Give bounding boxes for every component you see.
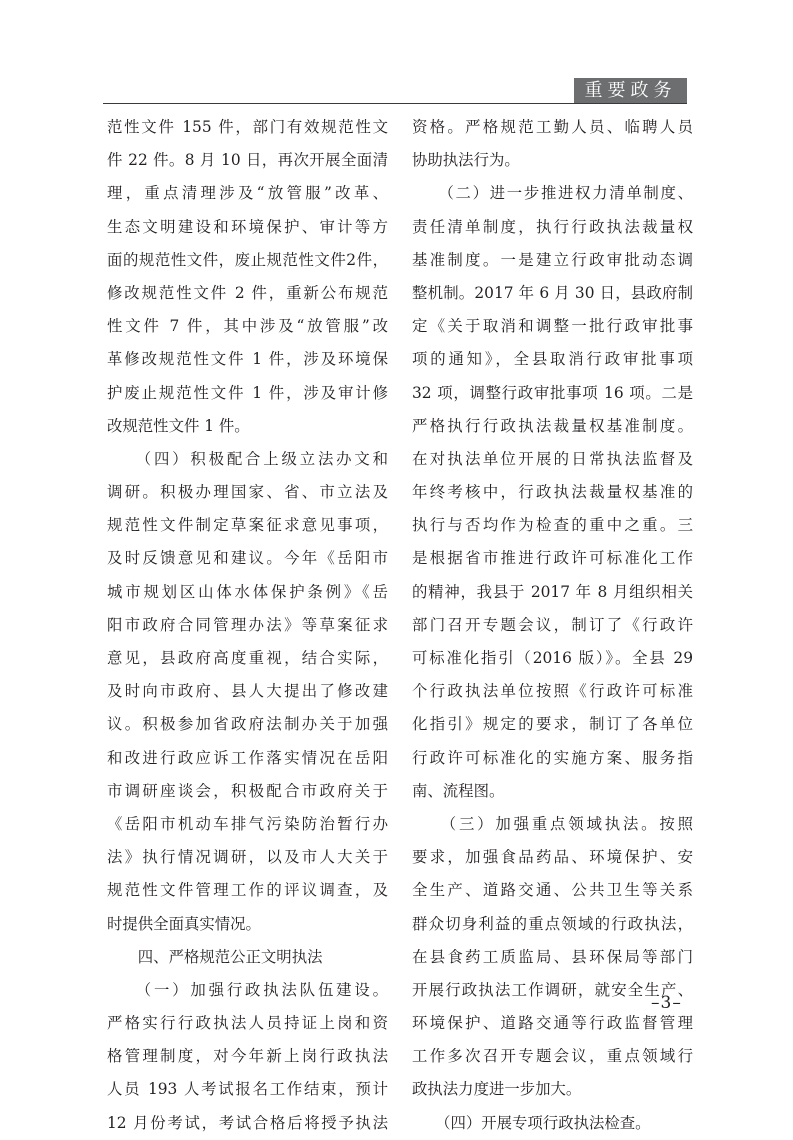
text-line: 执行与否均作为检查的重中之重。三 xyxy=(412,516,693,535)
text-line: 行政许可标准化的实施方案、服务指 xyxy=(412,748,693,767)
text-line: 32 项，调整行政审批事项 16 项。二是 xyxy=(412,383,693,402)
section-header-tab: 重要政务 xyxy=(574,78,687,104)
text-line: 资格。严格规范工勤人员、临聘人员 xyxy=(412,118,693,136)
text-line: 项的通知》，全县取消行政审批事项 xyxy=(412,350,693,369)
text-line: 范性文件 155 件，部门有效规范性文 xyxy=(107,118,388,136)
page-number: –3– xyxy=(651,993,682,1013)
text-line: 性文件 7 件，其中涉及“放管服”改 xyxy=(107,317,388,336)
text-line: 及时反馈意见和建议。今年《岳阳市 xyxy=(107,549,388,568)
text-line: 护废止规范性文件 1 件，涉及审计修 xyxy=(107,383,388,402)
text-line: 政执法力度进一步加大。 xyxy=(412,1080,582,1099)
right-text-column xyxy=(412,111,693,1140)
text-line: 修改规范性文件 2 件，重新公布规范 xyxy=(107,283,388,302)
text-line: 和改进行政应诉工作落实情况在岳阳 xyxy=(107,748,388,767)
text-line: 定《关于取消和调整一批行政审批事 xyxy=(412,317,693,336)
text-line: 要求，加强食品药品、环境保护、安 xyxy=(412,848,693,867)
text-line: 在县食药工质监局、县环保局等部门 xyxy=(412,947,693,966)
text-line: 开展行政执法工作调研，就安全生产、 xyxy=(412,980,693,999)
text-line: 及时向市政府、县人大提出了修改建 xyxy=(107,682,388,701)
text-line: 《岳阳市机动车排气污染防治暂行办 xyxy=(107,814,388,833)
text-line: 革修改规范性文件 1 件，涉及环境保 xyxy=(107,350,388,369)
text-line: 环境保护、道路交通等行政监督管理 xyxy=(412,1014,693,1033)
text-line: 可标准化指引（2016 版）》。全县 29 xyxy=(412,649,693,667)
text-line: 严格执行行政执法裁量权基准制度。 xyxy=(412,416,693,435)
text-line: 个行政执法单位按照《行政许可标准 xyxy=(412,682,693,701)
text-line: 协助执法行为。 xyxy=(412,151,520,170)
text-line: 调研。积极办理国家、省、市立法及 xyxy=(107,483,388,502)
text-line: 部门召开专题会议，制订了《行政许 xyxy=(412,615,693,634)
text-line: 年终考核中，行政执法裁量权基准的 xyxy=(412,483,693,502)
text-line: 改规范性文件 1 件。 xyxy=(107,416,250,435)
text-line: 面的规范性文件，废止规范性文件2件， xyxy=(107,250,388,269)
text-line: （一）加强行政执法队伍建设。 xyxy=(107,980,388,999)
text-line: 基准制度。一是建立行政审批动态调 xyxy=(412,250,693,269)
text-line: 12 月份考试，考试合格后将授予执法 xyxy=(107,1113,388,1132)
text-line: 南、流程图。 xyxy=(412,781,505,800)
text-line: 城市规划区山体水体保护条例》《岳 xyxy=(107,582,388,601)
text-line: 件 22 件。8 月 10 日，再次开展全面清 xyxy=(107,151,388,170)
text-line: 四、严格规范公正文明执法 xyxy=(107,947,323,966)
text-line: 责任清单制度，执行行政执法裁量权 xyxy=(412,217,693,236)
text-line: 工作多次召开专题会议，重点领域行 xyxy=(412,1047,693,1066)
text-line: 格管理制度，对今年新上岗行政执法 xyxy=(107,1047,388,1066)
text-line: （四）开展专项行政执法检查。 xyxy=(412,1113,651,1132)
text-line: 化指引》规定的要求，制订了各单位 xyxy=(412,715,693,734)
left-text-column xyxy=(107,111,388,1140)
text-line: 生态文明建设和环境保护、审计等方 xyxy=(107,217,388,236)
text-line: 时提供全面真实情况。 xyxy=(107,914,261,933)
text-line: 市调研座谈会，积极配合市政府关于 xyxy=(107,781,388,800)
text-line: 人员 193 人考试报名工作结束，预计 xyxy=(107,1080,388,1099)
text-line: （二）进一步推进权力清单制度、 xyxy=(412,184,693,203)
text-line: 群众切身利益的重点领域的行政执法， xyxy=(412,914,693,933)
text-line: 意见，县政府高度重视，结合实际， xyxy=(107,649,388,667)
text-line: 理，重点清理涉及“放管服”改革、 xyxy=(107,184,388,203)
text-line: 规范性文件管理工作的评议调查，及 xyxy=(107,881,388,900)
text-line: 法》执行情况调研，以及市人大关于 xyxy=(107,848,388,867)
text-line: （四）积极配合上级立法办文和 xyxy=(107,449,388,468)
text-line: 严格实行行政执法人员持证上岗和资 xyxy=(107,1014,388,1033)
text-line: 是根据省市推进行政许可标准化工作 xyxy=(412,549,693,568)
text-line: 在对执法单位开展的日常执法监督及 xyxy=(412,449,693,468)
text-line: 全生产、道路交通、公共卫生等关系 xyxy=(412,881,693,900)
text-line: （三）加强重点领域执法。按照 xyxy=(412,814,693,833)
text-line: 整机制。2017 年 6 月 30 日，县政府制 xyxy=(412,283,693,302)
header-rule xyxy=(103,103,687,104)
text-line: 阳市政府合同管理办法》等草案征求 xyxy=(107,615,388,634)
text-line: 的精神，我县于 2017 年 8 月组织相关 xyxy=(412,582,693,601)
text-line: 议。积极参加省政府法制办关于加强 xyxy=(107,715,388,734)
text-line: 规范性文件制定草案征求意见事项， xyxy=(107,516,388,535)
